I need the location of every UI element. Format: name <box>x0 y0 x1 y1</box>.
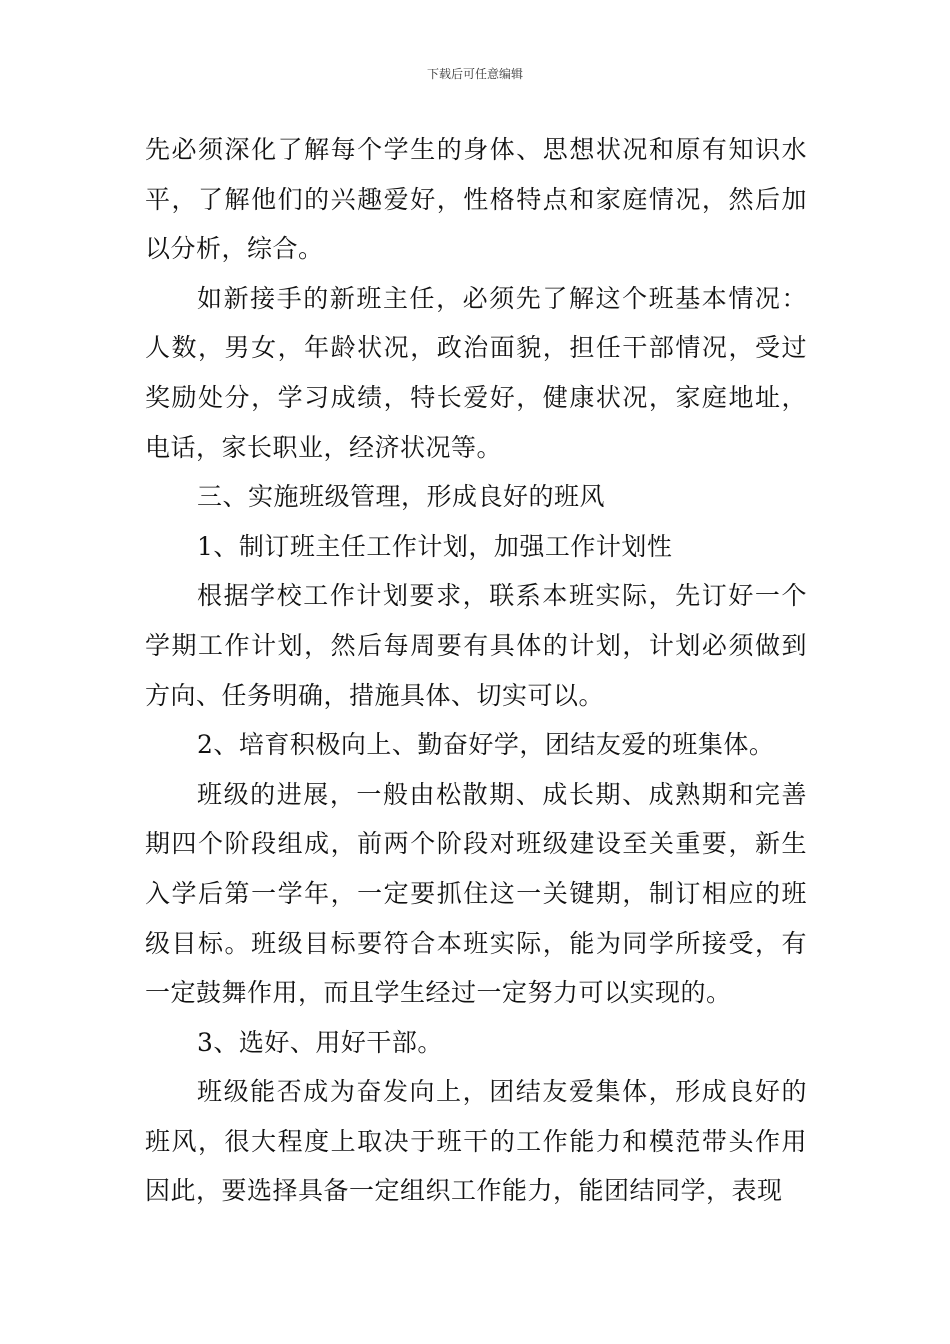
subheading-1: 1、制订班主任工作计划，加强工作计划性 <box>197 531 673 561</box>
paragraph-4: 班级的进展，一般由松散期、成长期、成熟期和完善期四个阶段组成，前两个阶段对班级建设至关重要，新生入学后第一学年，一定要抓住这一关键期，制订相应的班级目标。班级目标要符合本班实际，能为同学所接受，有一定鼓舞作用，而且学生经过一定努力可以实现的。 <box>145 779 807 1008</box>
paragraph-2: 如新接手的新班主任，必须先了解这个班基本情况：人数，男女，年龄状况，政治面貌，担任干部情况，受过奖励处分，学习成绩，特长爱好，健康状况，家庭地址，电话，家长职业，经济状况等。 <box>145 283 807 462</box>
paragraph-3: 根据学校工作计划要求，联系本班实际，先订好一个学期工作计划，然后每周要有具体的计划，计划必须做到方向、任务明确，措施具体、切实可以。 <box>145 581 807 710</box>
section-heading-3: 三、实施班级管理，形成良好的班风 <box>197 482 606 512</box>
document-body <box>145 125 807 1216</box>
subheading-3: 3、选好、用好干部。 <box>197 1027 443 1057</box>
paragraph-1: 先必须深化了解每个学生的身体、思想状况和原有知识水平，了解他们的兴趣爱好，性格特点和家庭情况，然后加以分析，综合。 <box>145 135 807 264</box>
page-header-note: 下载后可任意编辑 <box>426 67 523 81</box>
paragraph-5: 班级能否成为奋发向上，团结友爱集体，形成良好的班风，很大程度上取决于班干的工作能力和模范带头作用因此，要选择具备一定组织工作能力，能团结同学，表现 <box>145 1077 807 1206</box>
subheading-2: 2、培育积极向上、勤奋好学，团结友爱的班集体。 <box>197 730 775 760</box>
